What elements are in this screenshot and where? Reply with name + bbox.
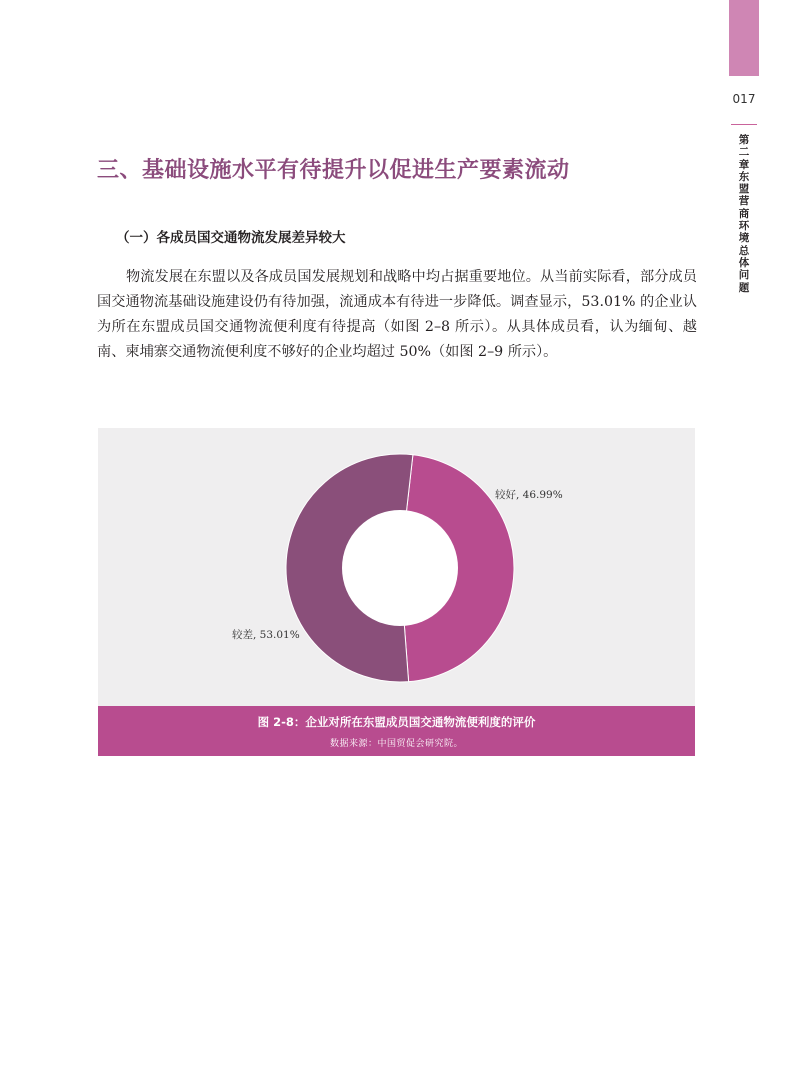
- section-title: 三、基础设施水平有待提升以促进生产要素流动: [97, 158, 570, 183]
- caption-band: [98, 706, 695, 756]
- data-label-good: 较好, 46.99%: [495, 489, 563, 501]
- figure-2-8: [98, 428, 695, 756]
- data-label-poor: 较差, 53.01%: [232, 629, 300, 641]
- chapter-title-vertical: 第二章 东盟营商环境总体问题: [738, 134, 750, 294]
- chapter-tab-marker: [729, 0, 759, 76]
- body-paragraph: 物流发展在东盟以及各成员国发展规划和战略中均占据重要地位。从当前实际看，部分成员国交通物流基础设施建设仍有待加强，流通成本有待进一步降低。调查显示，53.01% 的企业认为所在东盟成员国交通物流便利度有待提高（如图 2–8 所示）。从具体成员看，认为缅甸、越南、柬埔寨交通物流便利度不够好的企业均超过 50%（如图 2–9 所示）。: [97, 269, 697, 360]
- figure-caption: 图 2-8：企业对所在东盟成员国交通物流便利度的评价: [257, 715, 536, 729]
- side-divider: [731, 124, 757, 125]
- donut-hole: [342, 510, 458, 626]
- subsection-title: （一）各成员国交通物流发展差异较大: [116, 230, 346, 246]
- donut-chart: [98, 428, 695, 706]
- figure-source: 数据来源：中国贸促会研究院。: [329, 739, 463, 749]
- page-number: 017: [732, 92, 756, 106]
